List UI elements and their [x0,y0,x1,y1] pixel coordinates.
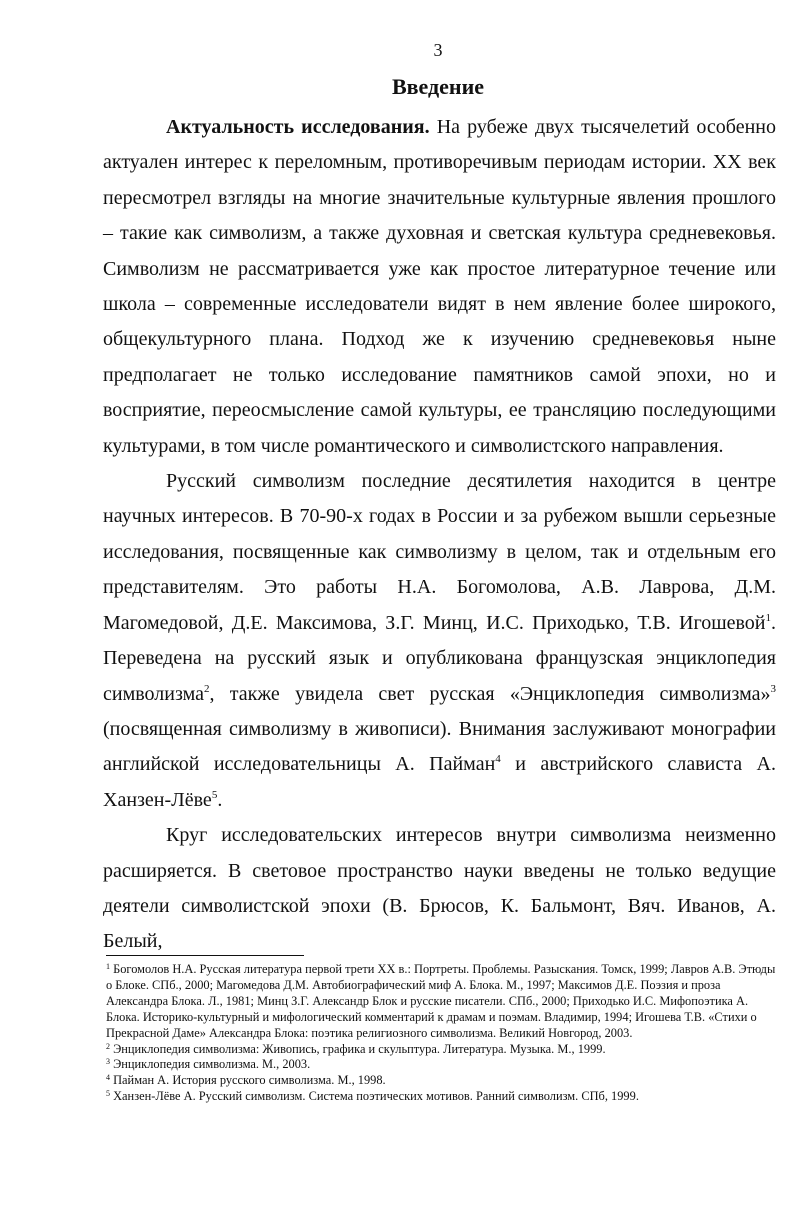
footnote-ref[interactable]: 4 [495,753,501,766]
paragraph-text: Русский символизм последние десятилетия находится в центре научных интересов. В 70-90-х годах в России и за рубежом вышли серьезные исследования, посвященные как символизму в целом, так и отдельным его представителям. Это работы Н.А. Богомолова, А.В. Лаврова, Д.М. Магомедовой, Д.Е. Максимова, З.Г. Минц, И.С. Приходько, Т.В. Игошевой [103,470,776,634]
footnote-ref[interactable]: 5 [211,788,218,801]
paragraph-1 [103,110,776,464]
paragraph-text: , также увидела свет русская «Энциклопедия символизма» [209,682,771,705]
body-text [103,110,776,960]
footnote-text: Богомолов Н.А. Русская литература первой трети XX в.: Портреты. Проблемы. Разыскания. Томск, 1999; Лавров А.В. Этюды о Блоке. СПб., 2000; Магомедова Д.М. Автобиографический миф А. Блока. М., 1997; Максимов Д.Е. Поэзия и проза Александра Блока. Л., 1981; Минц З.Г. Александр Блок и русские писатели. СПб., 2000; Приходько И.С. Мифопоэтика А. Блока. Историко-культурный и мифологический комментарий к драмам и поэмам. Владимир, 1994; Игошева Т.В. «Стихи о Прекрасной Даме» Александра Блока: поэтика религиозного символизма. Великий Новгород, 2003. [106,962,776,1040]
paragraph-text: . Переведена на русский язык и опубликована французская энциклопедия символизма [103,611,776,705]
footnote-text: Энциклопедия символизма: Живопись, графика и скульптура. Литература. Музыка. М., 1999. [113,1041,606,1056]
footnote-text: Ханзен-Лёве А. Русский символизм. Система поэтических мотивов. Ранний символизм. СПб, 1999. [113,1089,639,1104]
footnote-3 [106,1057,776,1073]
footnote-number: 1 [106,962,110,971]
footnote-ref[interactable]: 2 [203,682,210,695]
footnote-1 [106,962,776,1042]
footnote-ref[interactable]: 3 [770,682,776,695]
paragraph-3 [103,818,776,960]
footnote-ref[interactable]: 1 [765,611,771,624]
paragraph-2 [103,464,776,818]
paragraph-text: На рубеже двух тысячелетий особенно актуален интерес к переломным, противоречивым периодам истории. XX век пересмотрел взгляды на многие значительные культурные явления прошлого – такие как символизм, а также духовная и светская культура средневековья. Символизм не рассматривается уже как простое литературное течение или школа – современные исследователи видят в нем явление более широкого, общекультурного плана. Подход же к изучению средневековья ныне предполагает не только исследование памятников самой эпохи, но и восприятие, переосмысление самой культуры, ее трансляцию последующими культурами, в том числе романтического и символистского направления. [103,116,776,457]
footnote-divider [106,955,304,956]
paragraph-text: . [217,788,223,811]
paragraph-text: и австрийского слависта А. Ханзен-Лёве [103,753,776,811]
footnote-number: 5 [106,1089,110,1099]
footnote-2 [106,1042,776,1058]
footnote-number: 2 [106,1041,110,1051]
paragraph-text: Круг исследовательских интересов внутри символизма неизменно расширяется. В световое пространство науки введены не только ведущие деятели символистской эпохи (В. Брюсов, К. Бальмонт, Вяч. Иванов, А. Белый, [103,824,776,953]
paragraph-lead: Актуальность исследования. [166,116,430,138]
footnote-text: Пайман А. История русского символизма. М., 1998. [113,1073,386,1088]
page-title: Введение [391,74,485,99]
footnote-5 [106,1089,776,1105]
paragraph-text: (посвященная символизму в живописи). Внимания заслуживают монографии английской исследовательницы А. Пайман [103,717,776,776]
footnotes [106,962,776,1105]
footnote-4 [106,1073,776,1089]
footnote-number: 4 [106,1073,110,1083]
footnote-number: 3 [106,1057,110,1067]
footnote-text: Энциклопедия символизма. М., 2003. [113,1057,311,1072]
page-number: 3 [433,40,443,60]
